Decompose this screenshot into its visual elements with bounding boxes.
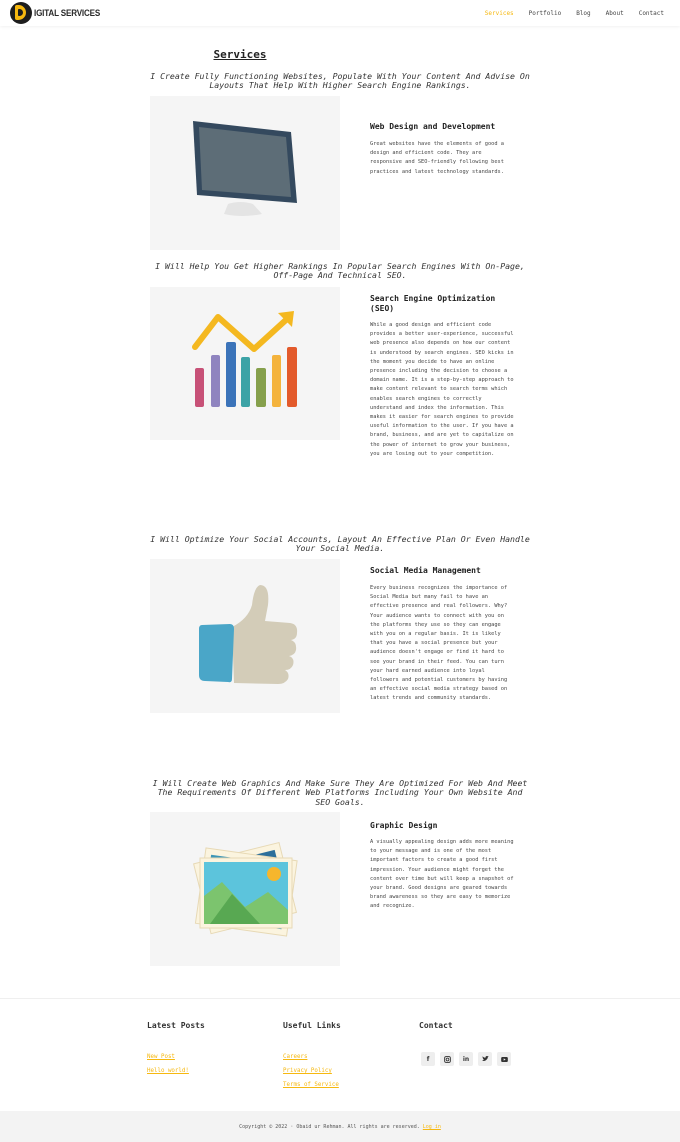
monitor-icon [150, 96, 340, 250]
site-header [0, 0, 680, 26]
service-text-seo: While a good design and efficient code provides a better user-experience, successful web presence also depends on how our content is understood by search engines. SEO kicks in the moment you decide to have an online presence including the decision to choose a domain name. It is a step-by-step approach to make content relevant to search terms which enables search engines to correctly understand and index the information. This makes it easier for search engines to provide useful information to the user. If you have a brand, business, and are yet to capitalize on the power of internet to grow your business, you are losing out to your competition. [370, 322, 514, 457]
section-intro-web-design: I Create Fully Functioning Websites, Populate With Your Content And Advise On Layouts That Help With Higher Search Engine Rankings. [150, 71, 530, 91]
section-intro-seo: I Will Help You Get Higher Rankings In Popular Search Engines With On-Page, Off-Page And Technical SEO. [155, 261, 525, 281]
main-nav [470, 0, 664, 26]
instagram-icon[interactable] [440, 1052, 454, 1066]
footer-link-careers[interactable]: Careers [283, 1054, 308, 1060]
nav-item-contact[interactable]: Contact [638, 9, 664, 17]
nav-item-about[interactable]: About [605, 9, 624, 17]
footer-link-new-post[interactable]: New Post [147, 1054, 175, 1060]
social-links [421, 1052, 511, 1066]
site-logo[interactable] [10, 2, 112, 24]
footer-link-privacy-policy[interactable]: Privacy Policy [283, 1068, 332, 1074]
twitter-icon[interactable] [478, 1052, 492, 1066]
footer-title-contact: Contact [419, 1021, 453, 1030]
growth-chart-icon [150, 287, 340, 440]
footer-divider [0, 998, 680, 999]
service-text-graphic: A visually appealing design adds more meaning to your message and is one of the most important factors to create a good first impression. Your audience might forget the content over time but will keep a snapshot of your brand. Good designs are geared towards brand awareness so they are easy to memorize and recognize. [370, 839, 514, 910]
section-image-web-design [150, 96, 340, 250]
login-link[interactable]: Log in [422, 1124, 441, 1130]
footer-title-useful-links: Useful Links [283, 1021, 341, 1030]
logo-mark-icon [10, 2, 32, 24]
facebook-icon[interactable]: f [421, 1052, 435, 1066]
section-image-graphic [150, 812, 340, 966]
footer-title-latest-posts: Latest Posts [147, 1021, 205, 1030]
service-title-social: Social Media Management [370, 566, 481, 575]
section-image-social [150, 559, 340, 713]
copyright [0, 1124, 680, 1130]
youtube-icon[interactable] [497, 1052, 511, 1066]
service-text-web-design: Great websites have the elements of good a design and efficient code. They are responsive and SEO-friendly following best practices and latest technology standards. [370, 141, 504, 175]
section-intro-graphic: I Will Create Web Graphics And Make Sure They Are Optimized For Web And Meet The Requirements Of Different Web Platforms Including Your Own Website And SEO Goals. [152, 778, 528, 807]
thumbs-up-icon [150, 559, 340, 713]
nav-item-services[interactable]: Services [484, 9, 514, 17]
service-title-graphic: Graphic Design [370, 821, 438, 830]
service-title-web-design: Web Design and Development [370, 122, 496, 131]
service-title-seo: Search Engine Optimization (SEO) [370, 294, 496, 313]
section-intro-social: I Will Optimize Your Social Accounts, Layout An Effective Plan Or Even Handle Your Social Media. [150, 534, 530, 554]
nav-item-blog[interactable]: Blog [576, 9, 591, 17]
footer-link-terms-of-service[interactable]: Terms of Service [283, 1082, 339, 1088]
nav-item-portfolio[interactable]: Portfolio [528, 9, 562, 17]
page-title: Services [213, 48, 267, 61]
section-image-seo [150, 287, 340, 440]
footer-link-hello-world[interactable]: Hello world! [147, 1068, 189, 1074]
copyright-text: Copyright © 2022 · Obaid ur Rehman. All rights are reserved. [239, 1124, 420, 1130]
photos-icon [150, 812, 340, 966]
logo-text: IGITAL SERVICES [34, 7, 101, 19]
linkedin-icon[interactable]: in [459, 1052, 473, 1066]
service-text-social: Every business recognizes the importance of Social Media but many fail to have an effective presence and real followers. Why? Your audience wants to connect with you on the platforms they use so they can engage with you on a regular basis. It is likely that you have a social presence but your audience doesn't engage or find it hard to see your brand in their feed. You can turn your hard earned audience into loyal followers and potential customers by having an effective social media strategy based on latest trends and community standards. [370, 585, 508, 702]
